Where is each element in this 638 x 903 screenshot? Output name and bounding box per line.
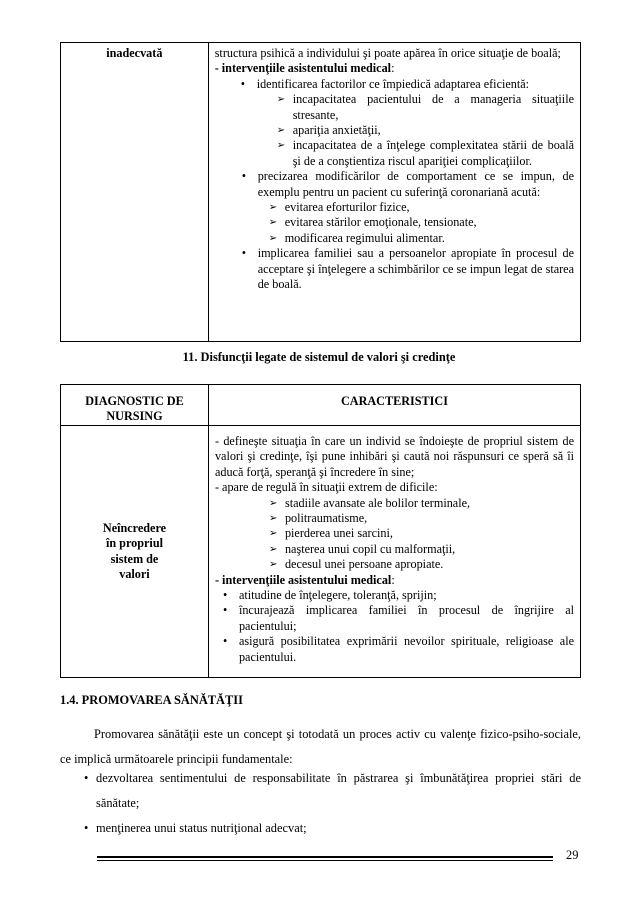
intro-text: structura psihică a individului şi poate apărea în orice situaţie de boală;	[214, 46, 561, 60]
col2-header: CARACTERISTICI	[340, 394, 448, 408]
bullet-item: • precizarea modificărilor de comportament ce se impun, de exemplu pentru un pacient cu suferinţă coronariană acută:	[258, 169, 574, 200]
appears-text: - apare de regulă în situaţii extrem de dificile:	[214, 480, 438, 495]
intervention-item: • atitudine de înţelegere, toleranţă, sprijin;	[239, 588, 574, 603]
footer-divider	[97, 856, 553, 858]
col1-header: DIAGNOSTIC DE NURSING	[85, 394, 184, 423]
header-diagnosis-cell	[61, 385, 209, 426]
diagnosis-name: Neîncredere în propriul sistem de valori	[102, 520, 167, 581]
situation-item: ➢ stadiile avansate ale bolilor terminale,	[285, 496, 574, 511]
situation-item: ➢ politraumatisme,	[285, 511, 574, 526]
interventions-heading: - intervenţiile asistentului medical:	[214, 61, 395, 76]
intro-paragraph: Promovarea sănătăţii este un concept şi totodată un proces activ cu valenţe fizico-psiho-sociale, ce implică următoarele principii fundamentale:	[60, 727, 581, 766]
situation-item: ➢ decesul unei persoane apropiate.	[285, 557, 574, 572]
continuation-table	[60, 42, 581, 342]
intervention-item: • asigură posibilitatea exprimării nevoilor spirituale, religioase ale pacientului.	[239, 634, 574, 665]
diagnosis-cell	[61, 426, 209, 678]
bullet-icon: •	[84, 771, 89, 785]
principle-item: dezvoltarea sentimentului de responsabilitate în păstrarea şi îmbunătăţirea propriei stări de sănătate;	[96, 771, 581, 810]
sub-item: ➢ apariţia anxietăţii,	[293, 123, 574, 138]
bullet-item: • implicarea familiei sau a persoanelor apropiate în procesul de acceptare şi înţelegere a schimbărilor ce se impun legat de starea de boală.	[258, 246, 574, 292]
header-characteristics-cell	[208, 385, 580, 426]
definition-text: - defineşte situaţia în care un individ se îndoieşte de propriul sistem de valori şi credinţe, îşi pune inhibări şi caută noi răspunsuri ce speră să îi aducă forţă, speranţă şi încredere în sine;	[214, 434, 574, 479]
diagnosis-label: inadecvată	[106, 46, 163, 60]
situation-item: ➢ naşterea unui copil cu malformaţii,	[285, 542, 574, 557]
situation-item: ➢ pierderea unei sarcini,	[285, 526, 574, 541]
section-11-title: 11. Disfuncţii legate de sistemul de valori şi credinţe	[182, 350, 456, 364]
nursing-diagnosis-table	[60, 384, 581, 678]
bullet-item: • identificarea factorilor ce împiedică adaptarea eficientă:	[257, 77, 574, 92]
interventions-heading: - intervenţiile asistentului medical:	[214, 572, 395, 587]
characteristics-cell	[208, 43, 580, 342]
intervention-item: • încurajează implicarea familiei în procesul de îngrijire al pacientului;	[239, 603, 574, 634]
footer-divider-thin	[97, 860, 553, 861]
sub-item: ➢ evitarea eforturilor fizice,	[285, 200, 574, 215]
page-number: 29	[566, 848, 579, 862]
bullet-icon: •	[84, 821, 89, 835]
section-14-title: 1.4. PROMOVAREA SĂNĂTĂŢII	[60, 693, 243, 707]
sub-item: ➢ modificarea regimului alimentar.	[285, 231, 574, 246]
diagnosis-cell	[61, 43, 209, 342]
principle-item: menţinerea unui status nutriţional adecvat;	[96, 821, 307, 835]
sub-item: ➢ incapacitatea de a înţelege complexitatea stării de boală şi de a conştientiza riscul apariţiei complicaţiilor.	[293, 138, 574, 169]
characteristics-cell	[208, 426, 580, 678]
sub-item: ➢ evitarea stărilor emoţionale, tensionate,	[285, 215, 574, 230]
sub-item: ➢ incapacitatea pacientului de a manageria situaţiile stresante,	[293, 92, 574, 123]
